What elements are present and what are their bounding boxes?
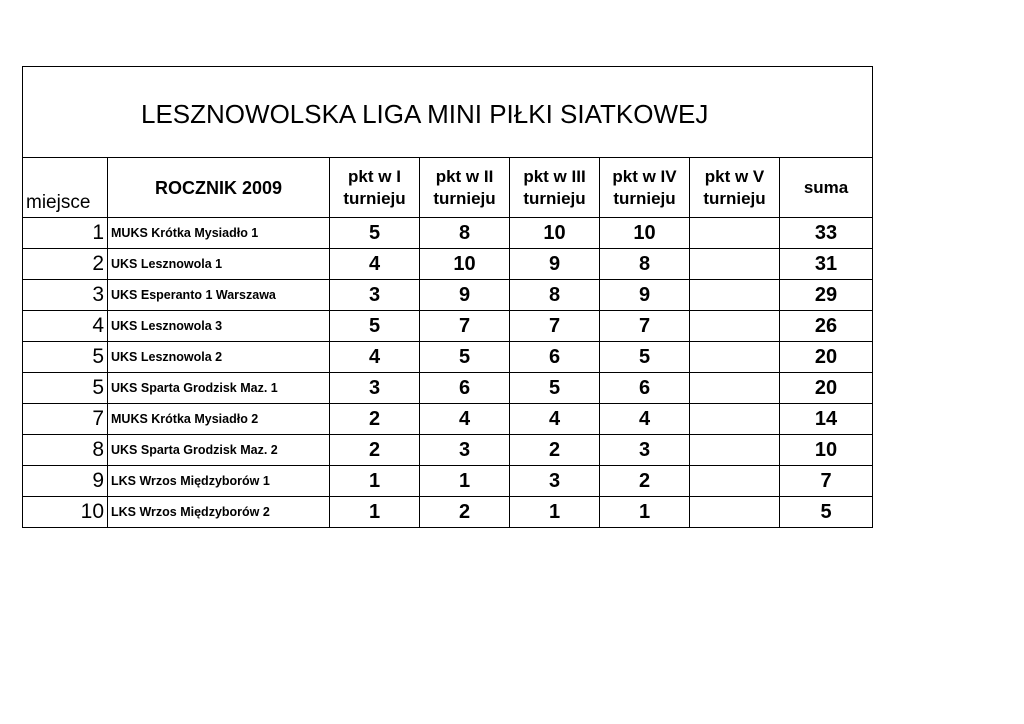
table-row (23, 435, 873, 466)
points-sum: 33 (780, 218, 873, 249)
table-row (23, 311, 873, 342)
points-t1: 3 (330, 373, 420, 404)
points-t5 (690, 342, 780, 373)
points-sum: 29 (780, 280, 873, 311)
points-sum: 7 (780, 466, 873, 497)
points-t5 (690, 435, 780, 466)
points-t4: 6 (600, 373, 690, 404)
header-tournament-2 (420, 158, 510, 218)
points-t2: 1 (420, 466, 510, 497)
header-t2-line1: pkt w II (435, 166, 494, 186)
header-place: miejsce (23, 158, 108, 218)
points-t5 (690, 249, 780, 280)
points-t2: 6 (420, 373, 510, 404)
table-row (23, 249, 873, 280)
points-t5 (690, 373, 780, 404)
points-t3: 2 (510, 435, 600, 466)
points-t1: 5 (330, 311, 420, 342)
points-sum: 20 (780, 342, 873, 373)
points-t2: 3 (420, 435, 510, 466)
place-cell: 5 (23, 373, 108, 404)
points-t1: 3 (330, 280, 420, 311)
points-t3: 5 (510, 373, 600, 404)
header-t4-line1: pkt w IV (612, 166, 677, 186)
points-t4: 4 (600, 404, 690, 435)
points-t2: 10 (420, 249, 510, 280)
points-t1: 5 (330, 218, 420, 249)
points-t3: 4 (510, 404, 600, 435)
place-cell: 4 (23, 311, 108, 342)
points-t3: 1 (510, 497, 600, 528)
place-cell: 5 (23, 342, 108, 373)
table-row (23, 373, 873, 404)
points-t1: 2 (330, 404, 420, 435)
points-t4: 8 (600, 249, 690, 280)
table-row (23, 404, 873, 435)
points-t5 (690, 497, 780, 528)
table-row (23, 218, 873, 249)
place-cell: 10 (23, 497, 108, 528)
place-cell: 2 (23, 249, 108, 280)
team-name: UKS Esperanto 1 Warszawa (108, 280, 330, 311)
place-cell: 9 (23, 466, 108, 497)
points-t1: 1 (330, 497, 420, 528)
points-t2: 8 (420, 218, 510, 249)
header-tournament-5 (690, 158, 780, 218)
team-name: LKS Wrzos Międzyborów 1 (108, 466, 330, 497)
points-t4: 10 (600, 218, 690, 249)
place-cell: 3 (23, 280, 108, 311)
header-t1-line1: pkt w I (348, 166, 401, 186)
team-name: UKS Lesznowola 1 (108, 249, 330, 280)
points-t3: 8 (510, 280, 600, 311)
table-row (23, 280, 873, 311)
team-name: MUKS Krótka Mysiadło 2 (108, 404, 330, 435)
league-title: LESZNOWOLSKA LIGA MINI PIŁKI SIATKOWEJ (23, 67, 873, 158)
place-cell: 1 (23, 218, 108, 249)
points-t5 (690, 311, 780, 342)
header-t5-line1: pkt w V (704, 166, 765, 186)
points-t4: 3 (600, 435, 690, 466)
points-t1: 4 (330, 249, 420, 280)
header-t5-line2: turnieju (703, 188, 766, 208)
points-t1: 1 (330, 466, 420, 497)
team-name: LKS Wrzos Międzyborów 2 (108, 497, 330, 528)
points-t1: 4 (330, 342, 420, 373)
standings-sheet (22, 66, 873, 528)
points-t3: 7 (510, 311, 600, 342)
points-t4: 5 (600, 342, 690, 373)
header-t3-line2: turnieju (523, 188, 586, 208)
points-t5 (690, 404, 780, 435)
points-t3: 10 (510, 218, 600, 249)
points-t5 (690, 280, 780, 311)
points-t3: 3 (510, 466, 600, 497)
points-t2: 2 (420, 497, 510, 528)
team-name: MUKS Krótka Mysiadło 1 (108, 218, 330, 249)
header-t3-line1: pkt w III (523, 166, 586, 186)
standings-table (22, 66, 873, 528)
points-t4: 2 (600, 466, 690, 497)
points-t4: 7 (600, 311, 690, 342)
header-tournament-3 (510, 158, 600, 218)
table-row (23, 497, 873, 528)
points-t2: 7 (420, 311, 510, 342)
points-t3: 6 (510, 342, 600, 373)
team-name: UKS Lesznowola 2 (108, 342, 330, 373)
place-cell: 7 (23, 404, 108, 435)
points-t2: 4 (420, 404, 510, 435)
header-t2-line2: turnieju (433, 188, 496, 208)
table-row (23, 342, 873, 373)
header-tournament-1 (330, 158, 420, 218)
points-sum: 14 (780, 404, 873, 435)
header-t1-line2: turnieju (343, 188, 406, 208)
points-sum: 10 (780, 435, 873, 466)
points-sum: 20 (780, 373, 873, 404)
points-t3: 9 (510, 249, 600, 280)
points-sum: 26 (780, 311, 873, 342)
place-cell: 8 (23, 435, 108, 466)
points-sum: 31 (780, 249, 873, 280)
points-sum: 5 (780, 497, 873, 528)
points-t4: 9 (600, 280, 690, 311)
points-t2: 9 (420, 280, 510, 311)
header-year: ROCZNIK 2009 (108, 158, 330, 218)
points-t5 (690, 218, 780, 249)
points-t1: 2 (330, 435, 420, 466)
points-t2: 5 (420, 342, 510, 373)
table-row (23, 466, 873, 497)
header-sum: suma (780, 158, 873, 218)
header-tournament-4 (600, 158, 690, 218)
header-t4-line2: turnieju (613, 188, 676, 208)
points-t5 (690, 466, 780, 497)
points-t4: 1 (600, 497, 690, 528)
team-name: UKS Lesznowola 3 (108, 311, 330, 342)
team-name: UKS Sparta Grodzisk Maz. 1 (108, 373, 330, 404)
header-row (23, 158, 873, 218)
team-name: UKS Sparta Grodzisk Maz. 2 (108, 435, 330, 466)
